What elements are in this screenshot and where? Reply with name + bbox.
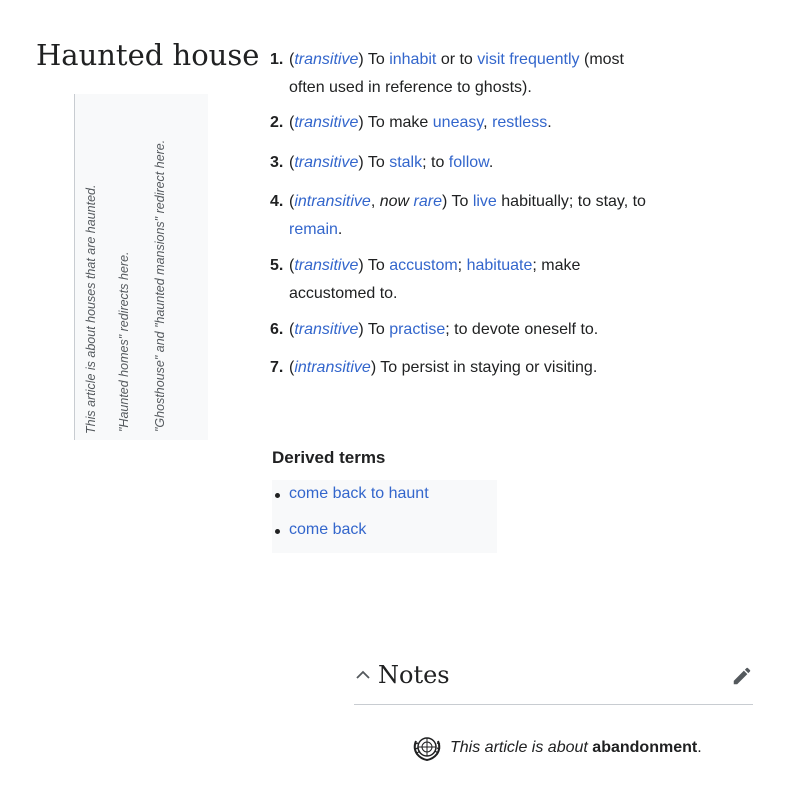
un-globe-icon [410, 732, 444, 764]
definition-number: 5. [270, 257, 284, 274]
derived-term-link[interactable]: come back [289, 521, 367, 538]
term-link[interactable]: live [472, 193, 497, 210]
definition-text: ; make accustomed to. [289, 257, 581, 302]
derived-terms-panel [272, 480, 497, 553]
hatnote-about: This article is about houses that are haunted. [84, 184, 98, 434]
label-text: now [379, 193, 410, 210]
hatnote-bold-term: abandonment [592, 739, 698, 756]
notes-hatnote [410, 732, 702, 764]
definition-text: To [367, 154, 385, 171]
label-link[interactable]: intransitive [294, 193, 371, 210]
term-link[interactable]: visit frequently [477, 51, 580, 68]
term-link[interactable]: accustom [389, 257, 458, 274]
definition-number: 6. [270, 321, 284, 338]
definition-item: 6. (transitive) To practise; to devote oneself to. [270, 316, 650, 344]
definition-text: To make [367, 114, 429, 131]
pencil-icon[interactable] [731, 665, 753, 687]
term-link[interactable]: restless [492, 114, 548, 131]
label-link[interactable]: transitive [294, 114, 359, 131]
term-link[interactable]: inhabit [389, 51, 437, 68]
definition-text: ; to [422, 154, 445, 171]
notes-title: Notes [378, 661, 450, 689]
definition-text: To [451, 193, 469, 210]
definition-item: 4. (intransitive, now rare) To live habitually; to stay, to remain. [270, 188, 650, 244]
definition-text: (most often used in reference to ghosts). [289, 51, 624, 96]
label-link[interactable]: intransitive [294, 359, 371, 376]
definition-number: 2. [270, 114, 284, 131]
definition-text: To [367, 257, 385, 274]
definition-number: 3. [270, 154, 284, 171]
chevron-up-icon[interactable] [354, 666, 372, 684]
label-link[interactable]: transitive [294, 321, 359, 338]
label-link[interactable]: transitive [294, 51, 359, 68]
definition-number: 4. [270, 193, 284, 210]
term-link[interactable]: uneasy [432, 114, 484, 131]
definition-text: To [367, 321, 385, 338]
definition-number: 1. [270, 51, 284, 68]
term-link[interactable]: stalk [389, 154, 423, 171]
definition-text: ; to devote oneself to. [445, 321, 599, 338]
label-link[interactable]: transitive [294, 257, 359, 274]
definition-item: 7. (intransitive) To persist in staying or visiting. [270, 354, 650, 382]
definition-item: 1. (transitive) To inhabit or to visit frequently (most often used in reference to ghosts). [270, 46, 650, 102]
definition-text: habitually; to stay, to [501, 193, 646, 210]
label-link[interactable]: transitive [294, 154, 359, 171]
hatnote-redirect-ghosthouse: "Ghosthouse" and "haunted mansions" redirect here. [153, 139, 167, 432]
term-link[interactable]: practise [389, 321, 446, 338]
hatnote-redirect-homes: "Haunted homes" redirects here. [117, 251, 131, 432]
definition-text: To [367, 51, 385, 68]
list-item [272, 485, 429, 503]
list-item [272, 521, 366, 539]
hatnote-period: . [697, 739, 702, 756]
notes-section-header [354, 658, 753, 705]
term-link[interactable]: follow [448, 154, 489, 171]
derived-term-link[interactable]: come back to haunt [289, 485, 429, 502]
derived-terms-heading: Derived terms [272, 448, 386, 467]
term-link[interactable]: remain [289, 221, 338, 238]
definition-text: or to [440, 51, 473, 68]
page-title: Haunted house [36, 38, 260, 72]
hatnote-text: This article is about [450, 739, 588, 756]
term-link[interactable]: habituate [466, 257, 533, 274]
definition-item: 2. (transitive) To make uneasy, restless. [270, 109, 650, 137]
definition-item: 5. (transitive) To accustom; habituate; make accustomed to. [270, 252, 650, 308]
definition-number: 7. [270, 359, 284, 376]
definition-item: 3. (transitive) To stalk; to follow. [270, 149, 650, 177]
definition-text: To persist in staying or visiting. [380, 359, 598, 376]
label-link[interactable]: rare [413, 193, 442, 210]
